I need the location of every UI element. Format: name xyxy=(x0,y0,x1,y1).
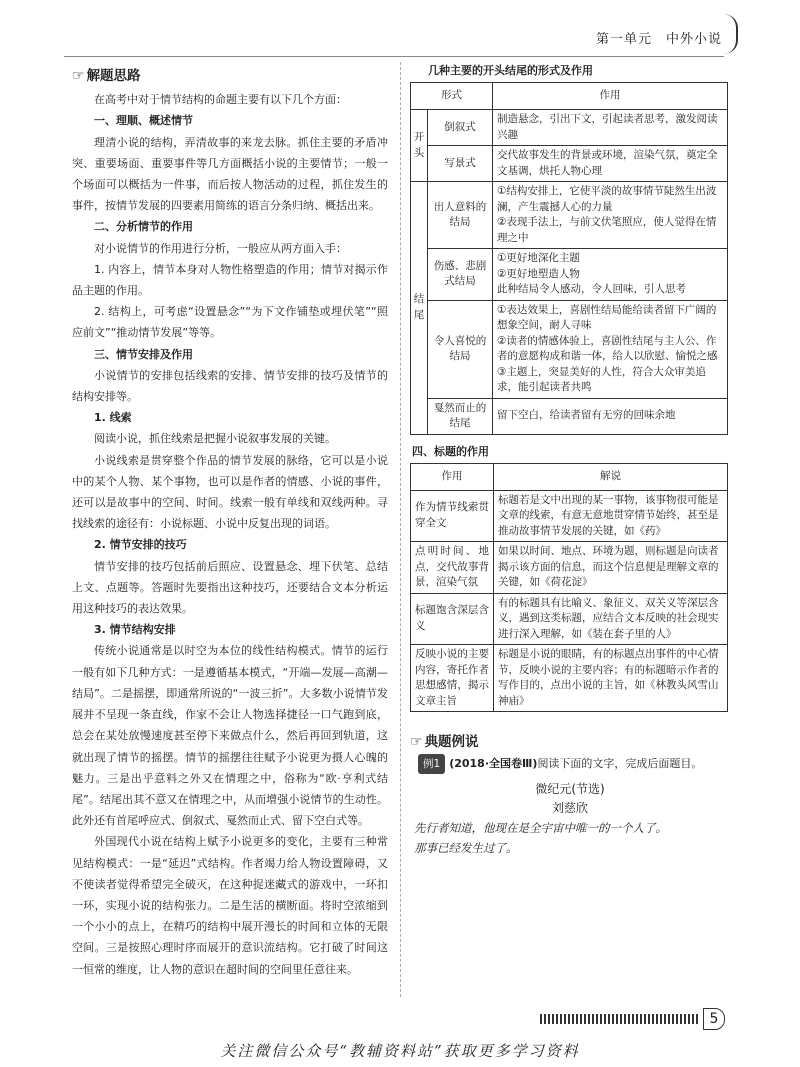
role-cell: 反映小说的主要内容，寄托作者思想感情，揭示文章主旨 xyxy=(411,645,494,712)
group-label: 结尾 xyxy=(411,182,428,435)
table1-header-function: 作用 xyxy=(493,83,728,110)
table2-header-explain: 解说 xyxy=(494,463,728,490)
opening-ending-table xyxy=(410,82,728,435)
subsection-heading: 一、理顺、概述情节 xyxy=(94,114,193,128)
paragraph: 阅读小说，抓住线索是把握小说叙事发展的关键。 xyxy=(94,432,336,446)
table-row xyxy=(411,110,728,146)
example-badge: 例1 xyxy=(418,754,445,774)
left-paragraphs xyxy=(72,89,388,980)
explain-cell: 有的标题具有比喻义、象征义、双关义等深层含义，遇到这类标题，应结合文本反映的社会现实进行深入理解，如《装在套子里的人》 xyxy=(494,593,728,645)
paragraph: 理清小说的结构，弄清故事的来龙去脉。抓住主要的矛盾冲突、重要场面、重要事件等几方面概括小说的主要情节；一般一个场面可以概括为一件事，而后按人物活动的过程，抓住发生的事件，按情节发展的四要素用简练的语言分条归纳、概括出来。 xyxy=(72,135,388,213)
excerpt-line: 先行者知道，他现在是全宇宙中唯一的一个人了。 xyxy=(414,821,667,835)
right-column xyxy=(410,62,730,856)
table-row xyxy=(411,593,728,645)
function-cell: ①表达效果上，喜剧性结局能给读者留下广阔的想象空间，耐人寻味 ②读者的情感体验上，喜剧性结尾与主人公、作者的意愿构成和谐一体，给人以欣慰、愉悦之感 ③主题上，突显美好的人性，符合大众审美追求，能引起读者共鸣 xyxy=(493,300,728,398)
subsection-heading: 1. 线索 xyxy=(94,411,132,425)
function-cell: 制造悬念，引出下文，引起读者思考，激发阅读兴趣 xyxy=(493,110,728,146)
paragraph: 对小说情节的作用进行分析，一般应从两方面入手： xyxy=(94,241,347,255)
table-row xyxy=(411,490,728,542)
function-cell: 交代故事发生的背景或环境，渲染气氛，奠定全文基调，烘托人物心理 xyxy=(493,146,728,182)
explain-cell: 标题若是文中出现的某一事物，该事物很可能是文章的线索，有意无意地贯穿情节始终，甚至是推动故事情节发展的关键，如《药》 xyxy=(494,490,728,542)
subsection-heading: 三、情节安排及作用 xyxy=(94,347,193,361)
paragraph: 2. 结构上，可考虑“设置悬念”“为下文作铺垫或埋伏笔”“照应前文”“推动情节发展”等等。 xyxy=(72,305,388,340)
left-column xyxy=(72,66,388,980)
example-source: (2018·全国卷Ⅲ) xyxy=(449,757,538,770)
page-number: 5 xyxy=(703,1008,725,1030)
example-prompt xyxy=(418,754,730,774)
explain-cell: 标题是小说的眼睛，有的标题点出事件的中心情节，反映小说的主要内容；有的标题暗示作者的写作目的，点出小说的主旨，如《林教头风雪山神庙》 xyxy=(494,645,728,712)
example-instruction: 阅读下面的文字，完成后面题目。 xyxy=(537,757,703,770)
table-row xyxy=(411,146,728,182)
table-row xyxy=(411,398,728,434)
table1-caption: 几种主要的开头结尾的形式及作用 xyxy=(428,64,593,77)
role-cell: 点明时间、地点，交代故事背景，渲染气氛 xyxy=(411,542,494,594)
section-title: ☞ 解题思路 xyxy=(72,68,141,84)
function-cell: 留下空白，给读者留有无穷的回味余地 xyxy=(493,398,728,434)
work-author: 刘慈欣 xyxy=(551,801,588,815)
table-row xyxy=(411,249,728,301)
subsection-heading: 2. 情节安排的技巧 xyxy=(94,538,187,552)
function-cell: ①更好地深化主题 ②更好地塑造人物 此种结局令人感动，令人回味，引人思考 xyxy=(493,249,728,301)
form-cell: 伤感、悲剧式结局 xyxy=(428,249,493,301)
function-cell: ①结构安排上，它使平淡的故事情节陡然生出波澜，产生震撼人心的力量 ②表现手法上，与前文伏笔照应，使人觉得在情理之中 xyxy=(493,182,728,249)
paragraph: 外国现代小说在结构上赋予小说更多的变化，主要有三种常见结构模式：一是“延迟”式结构。作者竭力给人物设置障碍，又不使读者觉得希望完全破灭，在这种捉迷藏式的游戏中，一环扣一环，实现小说的结构张力。二是生活的横断面。将时空浓缩到一个小小的点上，在精巧的结构中展开漫长的时间和立体的无限空间。三是按照心理时序而展开的意识流结构。它打破了时间这一恒常的维度，让人物的意识在超时间的空间里任意往来。 xyxy=(72,835,388,976)
subsection-heading: 二、分析情节的作用 xyxy=(94,220,193,234)
table-row xyxy=(411,182,728,249)
form-cell: 令人喜悦的结局 xyxy=(428,300,493,398)
paragraph: 情节安排的技巧包括前后照应、设置悬念、埋下伏笔、总结上文、点题等。答题时先要指出这种技巧，还要结合文本分析运用这种技巧的表达效果。 xyxy=(72,559,388,616)
role-cell: 作为情节线索贯穿全文 xyxy=(411,490,494,542)
form-cell: 出人意料的结局 xyxy=(428,182,493,249)
table-row xyxy=(411,300,728,398)
paragraph: 1. 内容上，情节本身对人物性格塑造的作用；情节对揭示作品主题的作用。 xyxy=(72,262,388,298)
form-cell: 倒叙式 xyxy=(428,110,493,146)
table-row xyxy=(411,645,728,712)
column-separator xyxy=(400,62,401,997)
paragraph: 小说线索是贯穿整个作品的情节发展的脉络，它可以是小说中的某个人物、某个事物，也可以是作者的情感、小说的事件，还可以是故事中的空间、时间。线索一般有单线和双线两种。寻找线索的途径有：小说标题、小说中反复出现的词语。 xyxy=(72,453,388,531)
form-cell: 写景式 xyxy=(428,146,493,182)
table1-header-form: 形式 xyxy=(411,83,493,110)
table2-header-role: 作用 xyxy=(411,463,494,490)
group-label: 开头 xyxy=(411,110,428,182)
table2-caption: 四、标题的作用 xyxy=(412,444,489,458)
title-function-table xyxy=(410,463,728,713)
footer-note: 关注微信公众号“教辅资料站”获取更多学习资料 xyxy=(220,1042,580,1060)
role-cell: 标题饱含深层含义 xyxy=(411,593,494,645)
form-cell: 戛然而止的结尾 xyxy=(428,398,493,434)
unit-header: 第一单元 中外小说 xyxy=(595,32,722,47)
subsection-heading: 3. 情节结构安排 xyxy=(94,623,176,637)
paragraph: 在高考中对于情节结构的命题主要有以下几个方面： xyxy=(94,93,347,107)
paragraph: 传统小说通常是以时空为本位的线性结构模式。情节的运行一般有如下几种方式：一是遵循基本模式，“开端—发展—高潮—结局”。二是摇摆，即通常所说的“一波三折”。大多数小说情节发展并不呈现一条直线，作家不会让人物选择捷径一口气跑到底，总会在某处放慢速度甚至停下来做点什么，然后再回到轨道，这就出现了情节的摇摆。情节的摇摆往往赋予小说更为摄人心魄的魅力。三是出乎意料之外又在情理之中，俗称为“欧·亨利式结尾”。结尾出其不意又在情理之中，从而增强小说情节的生动性。此外还有首尾呼应式、倒叙式、戛然而止式、留下空白式等。 xyxy=(72,644,388,828)
work-title: 微纪元(节选) xyxy=(535,782,605,796)
pointing-hand-icon: ☞ xyxy=(72,68,85,84)
table-row xyxy=(411,542,728,594)
excerpt-line: 那事已经发生过了。 xyxy=(414,841,518,855)
page-number-bar xyxy=(540,1014,700,1024)
paragraph: 小说情节的安排包括线索的安排、情节安排的技巧及情节的结构安排等。 xyxy=(72,368,388,404)
pointing-hand-icon: ☞ xyxy=(410,734,423,750)
header-decoration xyxy=(724,14,738,54)
explain-cell: 如果以时间、地点、环境为题，则标题是向读者揭示该方面的信息，而这个信息便是理解文章的关键，如《荷花淀》 xyxy=(494,542,728,594)
header-rule xyxy=(64,56,724,57)
example-section-title: ☞ 典题例说 xyxy=(410,734,479,750)
